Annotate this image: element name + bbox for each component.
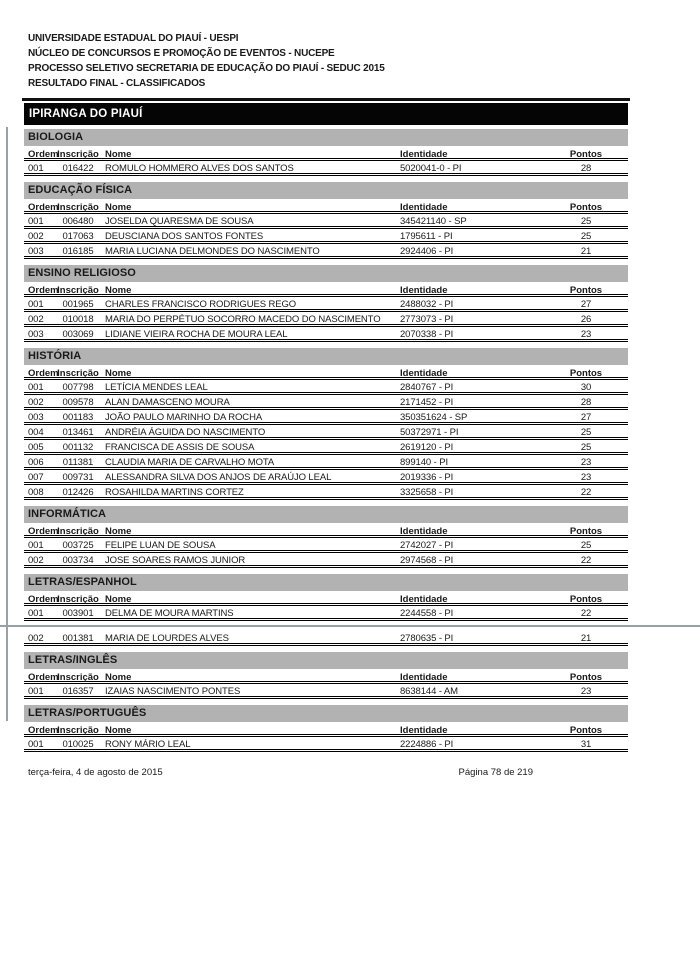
cell-identidade: 2974568 - PI: [400, 555, 454, 566]
column-header-ordem: Ordem: [28, 594, 59, 605]
cell-ordem: 001: [28, 540, 44, 551]
cell-identidade: 5020041-0 - PI: [400, 163, 462, 174]
cell-ordem: 001: [28, 163, 44, 174]
cell-ordem: 003: [28, 329, 44, 340]
table-row: [24, 440, 628, 455]
table-row: [24, 606, 628, 621]
cell-pontos: 25: [580, 442, 592, 453]
table-row: [24, 737, 628, 752]
cell-nome: CLAUDIA MARIA DE CARVALHO MOTA: [105, 457, 275, 468]
column-header-ordem: Ordem: [28, 285, 59, 296]
section-title-bar: LETRAS/INGLÊS: [24, 652, 628, 669]
subject-section: [24, 705, 628, 754]
column-header-nome: Nome: [105, 285, 132, 296]
cell-inscricao: 003069: [62, 329, 94, 340]
process-title: PROCESSO SELETIVO SECRETARIA DE EDUCAÇÃO DO PIAUÍ - SEDUC 2015: [28, 63, 385, 74]
cell-pontos: 21: [580, 633, 592, 644]
subject-section: [24, 265, 628, 344]
cell-nome: JOÃO PAULO MARINHO DA ROCHA: [105, 412, 263, 423]
cell-ordem: 001: [28, 382, 44, 393]
section-title-bar: LETRAS/ESPANHOL: [24, 574, 628, 591]
cell-identidade: 2619120 - PI: [400, 442, 454, 453]
cell-ordem: 002: [28, 314, 44, 325]
column-header-inscricao: Inscrição: [57, 368, 99, 379]
cell-pontos: 26: [580, 314, 592, 325]
column-header-inscricao: Inscrição: [57, 202, 99, 213]
table-row: [24, 455, 628, 470]
cell-nome: DELMA DE MOURA MARTINS: [105, 608, 234, 619]
column-header-ordem: Ordem: [28, 149, 59, 160]
table-row: [24, 410, 628, 425]
page-break-line: [0, 625, 700, 627]
cell-identidade: 350351624 - SP: [400, 412, 468, 423]
column-header-pontos: Pontos: [569, 368, 603, 379]
cell-pontos: 30: [580, 382, 592, 393]
cell-ordem: 002: [28, 397, 44, 408]
section-end-spacer: [24, 752, 628, 754]
column-header-pontos: Pontos: [569, 202, 603, 213]
cell-ordem: 002: [28, 231, 44, 242]
table-row: [24, 631, 628, 646]
cell-ordem: 002: [28, 555, 44, 566]
cell-nome: RONY MÁRIO LEAL: [105, 739, 191, 750]
cell-nome: LIDIANE VIEIRA ROCHA DE MOURA LEAL: [105, 329, 288, 340]
cell-pontos: 27: [580, 299, 592, 310]
cell-identidade: 2742027 - PI: [400, 540, 454, 551]
cell-pontos: 25: [580, 216, 592, 227]
cell-identidade: 345421140 - SP: [400, 216, 467, 227]
column-header-pontos: Pontos: [569, 725, 603, 736]
column-header-pontos: Pontos: [569, 672, 603, 683]
cell-inscricao: 007798: [62, 382, 94, 393]
table-row: [24, 380, 628, 395]
column-header-identidade: Identidade: [400, 526, 448, 537]
cell-ordem: 007: [28, 472, 44, 483]
cell-ordem: 002: [28, 633, 44, 644]
column-header-ordem: Ordem: [28, 202, 59, 213]
table-row: [24, 327, 628, 342]
footer-date: terça-feira, 4 de agosto de 2015: [28, 767, 163, 778]
cell-ordem: 003: [28, 412, 44, 423]
cell-pontos: 25: [580, 427, 592, 438]
section-title-bar: LETRAS/PORTUGUÊS: [24, 705, 628, 722]
cell-nome: MARIA DE LOURDES ALVES: [105, 633, 229, 644]
section-end-spacer: [24, 699, 628, 701]
municipality-banner: IPIRANGA DO PIAUÍ: [24, 103, 628, 125]
column-header-ordem: Ordem: [28, 526, 59, 537]
cell-nome: JOSE SOARES RAMOS JUNIOR: [105, 555, 246, 566]
table-row: [24, 684, 628, 699]
table-row: [24, 229, 628, 244]
cell-identidade: 2780635 - PI: [400, 633, 454, 644]
document-body: [24, 98, 628, 754]
cell-inscricao: 010018: [62, 314, 94, 325]
subject-section: [24, 348, 628, 502]
column-header-identidade: Identidade: [400, 149, 448, 160]
table-row: [24, 553, 628, 568]
table-column-header: [24, 671, 628, 684]
cell-identidade: 2224886 - PI: [400, 739, 454, 750]
column-header-pontos: Pontos: [569, 594, 603, 605]
column-header-nome: Nome: [105, 725, 132, 736]
cell-ordem: 005: [28, 442, 44, 453]
cell-pontos: 23: [580, 329, 592, 340]
cell-pontos: 27: [580, 412, 592, 423]
column-header-pontos: Pontos: [569, 285, 603, 296]
column-header-identidade: Identidade: [400, 672, 448, 683]
subject-section: [24, 506, 628, 570]
table-row: [24, 538, 628, 553]
column-header-nome: Nome: [105, 149, 132, 160]
cell-nome: MARIA LUCIANA DELMONDES DO NASCIMENTO: [105, 246, 320, 257]
table-column-header: [24, 367, 628, 380]
cell-inscricao: 016422: [62, 163, 94, 174]
column-header-identidade: Identidade: [400, 594, 448, 605]
cell-nome: MARIA DO PERPÉTUO SOCORRO MACEDO DO NASCIMENTO: [105, 314, 381, 325]
cell-pontos: 23: [580, 686, 592, 697]
cell-ordem: 001: [28, 608, 44, 619]
cell-identidade: 2924406 - PI: [400, 246, 454, 257]
cell-ordem: 008: [28, 487, 44, 498]
table-row: [24, 161, 628, 176]
cell-identidade: 2773073 - PI: [400, 314, 454, 325]
footer-page-number: Página 78 de 219: [458, 767, 533, 778]
cell-identidade: 1795611 - PI: [400, 231, 453, 242]
table-column-header: [24, 284, 628, 297]
cell-ordem: 001: [28, 739, 44, 750]
table-column-header: [24, 201, 628, 214]
cell-inscricao: 011381: [62, 457, 94, 468]
column-header-pontos: Pontos: [569, 149, 603, 160]
document-footer: [28, 767, 604, 778]
cell-pontos: 21: [580, 246, 592, 257]
column-header-inscricao: Inscrição: [57, 149, 99, 160]
subject-section: [24, 182, 628, 261]
table-row: [24, 214, 628, 229]
section-end-spacer: [24, 259, 628, 261]
cell-inscricao: 012426: [62, 487, 94, 498]
cell-nome: FELIPE LUAN DE SOUSA: [105, 540, 216, 551]
cell-identidade: 2019336 - PI: [400, 472, 454, 483]
cell-nome: LETÍCIA MENDES LEAL: [105, 382, 208, 393]
table-row: [24, 395, 628, 410]
section-title-bar: BIOLOGIA: [24, 129, 628, 146]
cell-pontos: 31: [580, 739, 592, 750]
section-end-spacer: [24, 500, 628, 502]
cell-identidade: 8638144 - AM: [400, 686, 458, 697]
column-header-nome: Nome: [105, 594, 132, 605]
cell-nome: JOSELDA QUARESMA DE SOUSA: [105, 216, 254, 227]
cell-nome: ROSAHILDA MARTINS CORTEZ: [105, 487, 244, 498]
cell-inscricao: 001965: [62, 299, 94, 310]
cell-nome: DEUSCIANA DOS SANTOS FONTES: [105, 231, 264, 242]
column-header-identidade: Identidade: [400, 202, 448, 213]
cell-nome: FRANCISCA DE ASSIS DE SOUSA: [105, 442, 255, 453]
cell-identidade: 2840767 - PI: [400, 382, 454, 393]
cell-identidade: 899140 - PI: [400, 457, 449, 468]
cell-pontos: 22: [580, 608, 592, 619]
cell-inscricao: 009731: [62, 472, 94, 483]
table-row: [24, 470, 628, 485]
column-header-identidade: Identidade: [400, 368, 448, 379]
cell-ordem: 001: [28, 299, 44, 310]
column-header-nome: Nome: [105, 526, 132, 537]
section-end-spacer: [24, 176, 628, 178]
cell-ordem: 006: [28, 457, 44, 468]
table-column-header: [24, 724, 628, 737]
cell-identidade: 2171452 - PI: [400, 397, 454, 408]
cell-inscricao: 003734: [62, 555, 94, 566]
cell-pontos: 23: [580, 472, 592, 483]
section-title-bar: INFORMÁTICA: [24, 506, 628, 523]
cell-nome: ALESSANDRA SILVA DOS ANJOS DE ARAÚJO LEAL: [105, 472, 332, 483]
table-row: [24, 297, 628, 312]
section-end-spacer: [24, 568, 628, 570]
cell-pontos: 22: [580, 555, 592, 566]
column-header-nome: Nome: [105, 672, 132, 683]
cell-inscricao: 003901: [62, 608, 94, 619]
cell-ordem: 001: [28, 686, 44, 697]
column-header-inscricao: Inscrição: [57, 526, 99, 537]
subject-section: [24, 652, 628, 701]
subject-section: [24, 574, 628, 648]
table-column-header: [24, 525, 628, 538]
cell-identidade: 50372971 - PI: [400, 427, 459, 438]
cell-inscricao: 001183: [62, 412, 94, 423]
cell-pontos: 25: [580, 231, 592, 242]
cell-pontos: 23: [580, 457, 592, 468]
table-row: [24, 312, 628, 327]
document-header: [28, 31, 700, 91]
cell-pontos: 28: [580, 397, 592, 408]
cell-inscricao: 016185: [62, 246, 94, 257]
cell-nome: ALAN DAMASCENO MOURA: [105, 397, 230, 408]
document-page: [0, 31, 700, 964]
cell-inscricao: 013461: [62, 427, 94, 438]
subject-section: [24, 129, 628, 178]
cell-inscricao: 001132: [62, 442, 94, 453]
page-edge-left-line: [6, 127, 8, 721]
cell-ordem: 004: [28, 427, 44, 438]
column-header-ordem: Ordem: [28, 368, 59, 379]
cell-ordem: 001: [28, 216, 44, 227]
section-title-bar: EDUCAÇÃO FÍSICA: [24, 182, 628, 199]
cell-inscricao: 016357: [62, 686, 94, 697]
table-column-header: [24, 148, 628, 161]
table-row: [24, 244, 628, 259]
cell-inscricao: 001381: [62, 633, 94, 644]
page-break-gap: [24, 621, 628, 631]
column-header-nome: Nome: [105, 202, 132, 213]
cell-identidade: 2244558 - PI: [400, 608, 454, 619]
cell-inscricao: 009578: [62, 397, 94, 408]
table-column-header: [24, 593, 628, 606]
section-end-spacer: [24, 342, 628, 344]
cell-nome: IZAIAS NASCIMENTO PONTES: [105, 686, 241, 697]
cell-inscricao: 006480: [62, 216, 94, 227]
column-header-inscricao: Inscrição: [57, 725, 99, 736]
cell-nome: CHARLES FRANCISCO RODRIGUES REGO: [105, 299, 297, 310]
column-header-nome: Nome: [105, 368, 132, 379]
institution-name: UNIVERSIDADE ESTADUAL DO PIAUÍ - UESPI: [28, 33, 239, 44]
cell-nome: ANDRÉIA ÁGUIDA DO NASCIMENTO: [105, 427, 266, 438]
cell-ordem: 003: [28, 246, 44, 257]
table-row: [24, 425, 628, 440]
section-title-bar: ENSINO RELIGIOSO: [24, 265, 628, 282]
column-header-inscricao: Inscrição: [57, 594, 99, 605]
column-header-inscricao: Inscrição: [57, 672, 99, 683]
column-header-ordem: Ordem: [28, 725, 59, 736]
cell-identidade: 2488032 - PI: [400, 299, 454, 310]
table-row: [24, 485, 628, 500]
top-divider-rule: [22, 98, 630, 101]
cell-identidade: 3325658 - PI: [400, 487, 454, 498]
sections-container: [24, 129, 628, 754]
cell-nome: ROMULO HOMMERO ALVES DOS SANTOS: [105, 163, 294, 174]
section-end-spacer: [24, 646, 628, 648]
column-header-identidade: Identidade: [400, 285, 448, 296]
column-header-identidade: Identidade: [400, 725, 448, 736]
cell-pontos: 28: [580, 163, 592, 174]
section-title-bar: HISTÓRIA: [24, 348, 628, 365]
cell-inscricao: 017063: [62, 231, 94, 242]
cell-pontos: 25: [580, 540, 592, 551]
department-name: NÚCLEO DE CONCURSOS E PROMOÇÃO DE EVENTOS - NUCEPE: [28, 48, 335, 59]
column-header-pontos: Pontos: [569, 526, 603, 537]
result-title: RESULTADO FINAL - CLASSIFICADOS: [28, 78, 206, 89]
cell-identidade: 2070338 - PI: [400, 329, 454, 340]
cell-inscricao: 003725: [62, 540, 94, 551]
cell-inscricao: 010025: [62, 739, 94, 750]
column-header-inscricao: Inscrição: [57, 285, 99, 296]
column-header-ordem: Ordem: [28, 672, 59, 683]
cell-pontos: 22: [580, 487, 592, 498]
